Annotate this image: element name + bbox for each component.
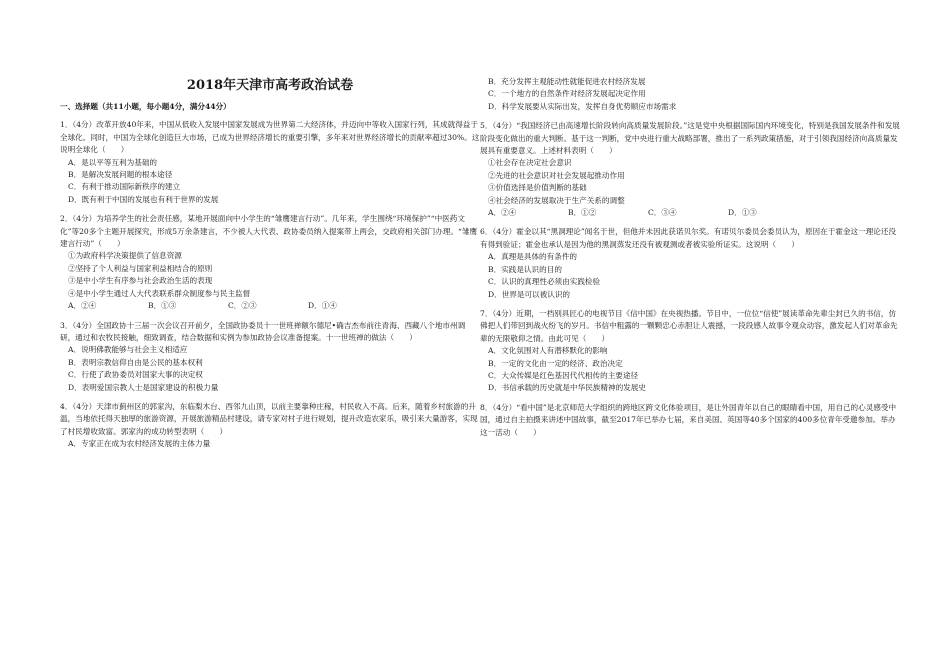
statement: ①为政府科学决策提供了信息资源 <box>68 251 182 261</box>
option: C．大众传媒是红色基因代代相传的主要途径 <box>488 370 639 380</box>
question-4-continued <box>480 76 900 113</box>
statement: ④社会经济的发展取决于生产关系的调整 <box>488 195 625 205</box>
question-1 <box>60 119 480 206</box>
question-5 <box>480 120 900 219</box>
question-stem: 2．（4分）为培养学生的社会责任感，某地开展面向中小学生的“雏鹰建言行动”。几年来，学生围绕“环境保护”“中医药文化”等20多个主题开展探究，形成5万余条建言，不少被人大代表、政协委员纳入提案带上两会，交政府相关部门办理。“雏鹰建言行动”（ ） <box>60 214 478 249</box>
question-stem: 8．（4分）“看中国”是北京师范大学组织的跨地区跨文化体验项目，是让外国青年以自己的眼睛看中国，用自己的心灵感受中国，通过自主拍摄来讲述中国故事，截至2017年已举办七届，来自美国、英国等40多个国家的400多位青年受邀参加。举办这一活动（ ） <box>480 402 897 437</box>
option: B．①③ <box>148 301 177 311</box>
question-stem: 3．（4分）全国政协十三届一次会议召开前夕，全国政协委员十一世班禅额尔德尼•确吉杰布前往青海、西藏八个地市州调研，通过和农牧民接触，细致调查，结合数据和实例为参加政协会议准备提案。十一世班禅的做法（ ） <box>60 320 466 342</box>
page-title: 2018年天津市高考政治试卷 <box>186 78 354 93</box>
question-stem: 7．（4分）近期，一档别具匠心的电视节目《信中国》在央视热播。节目中，一位位“信使”展读革命先辈尘封已久的书信，仿佛把人们带回到战火纷飞的岁月。书信中粗露的一颗颗忠心赤胆让人震撼，一段段感人故事令观众动容，激发起人们对革命先辈的无限敬仰之情。由此可见（ ） <box>480 308 898 343</box>
option: A．文化氛围对人有潜移默化的影响 <box>488 346 608 356</box>
option: C．一个地方的自然条件对经济发展起决定作用 <box>488 89 646 99</box>
option: C．行使了政协委员对国家大事的决定权 <box>68 370 203 380</box>
question-7 <box>480 308 900 395</box>
option: B．充分发挥主观能动性就能促进农村经济发展 <box>488 77 646 86</box>
option: D．①③ <box>728 208 757 218</box>
question-stem: 4．（4分）天津市蓟州区的郭家沟，东临梨木台、西邻九山顶，以前主要靠种庄稼，村民收入不高。后来，随着乡村旅游的升温，当地依托得天独厚的旅游资源，开展旅游精品村建设，请专家对村子进行规划，提升改造农家乐，吸引来大量游客，实现了村民增收致富。郭家沟的成功转型表明（ ） <box>60 401 478 436</box>
statement: ②坚持了个人利益与国家利益相结合的原则 <box>68 263 213 273</box>
option: C．③④ <box>648 208 677 218</box>
statement: ③价值选择是价值判断的基础 <box>488 183 587 193</box>
options-row <box>60 300 480 312</box>
option: A．②④ <box>68 301 97 311</box>
question-8 <box>480 402 900 439</box>
statement: ②先进的社会意识对社会发展起推动作用 <box>488 170 625 180</box>
question-3 <box>60 320 480 394</box>
question-stem: 1．（4分）改革开放40年来，中国从低收入发展中国家发展成为世界第二大经济体，并迈向中等收入国家行列，其成就得益于全球化。同时，中国为全球化创造巨大市场，已成为世界经济增长的重要引擎，多年来对世界经济增长的贡献率超过30%。这说明全球化（ ） <box>60 120 480 155</box>
option: A．真理是具体的有条件的 <box>488 252 578 262</box>
statement: ④是中小学生通过人大代表联系群众制度参与民主监督 <box>68 288 251 298</box>
option: B．一定的文化由一定的经济、政治决定 <box>488 358 623 368</box>
question-6 <box>480 226 900 300</box>
option: B．实践是认识的目的 <box>488 264 562 274</box>
question-2 <box>60 213 480 312</box>
option: D．书信承载的历史就是中华民族精神的发展史 <box>488 383 646 393</box>
option: A．②④ <box>488 208 517 218</box>
question-stem: 5．（4分）“我国经济已由高速增长阶段转向高质量发展阶段。”这是党中央根据国际国内环境变化，特别是我国发展条件和发展阶段变化做出的重大判断。基于这一判断，党中央进行重大战略部署，推出了一系列政策措施，对于引领我国经济向高质量发展具有重要意义。上述材料表明（ ） <box>480 121 900 156</box>
right-column <box>480 0 900 446</box>
option: D．世界是可以被认识的 <box>488 289 571 299</box>
option: A．专家正在成为农村经济发展的主体力量 <box>68 439 211 449</box>
section-heading: 一、选择题（共11小题，每小题4分，满分44分） <box>60 102 231 111</box>
statement: ①社会存在决定社会意识 <box>488 158 572 168</box>
statement: ③是中小学生有序参与社会政治生活的表现 <box>68 276 213 286</box>
option: D．表明爱国宗教人士是国家建设的积极力量 <box>68 382 219 392</box>
option: B．是解决发展问题的根本途径 <box>68 170 173 180</box>
option: B．表明宗教信仰自由是公民的基本权利 <box>68 357 203 367</box>
question-4 <box>60 401 480 451</box>
option: A．是以平等互利为基础的 <box>68 157 158 167</box>
option: D．科学发展要从实际出发，发挥自身优势顺应市场需求 <box>488 101 677 111</box>
question-stem: 6．（4分）霍金以其“黑洞理论”闻名于世，但他并未因此获诺贝尔奖。有诺贝尔委员会委员认为，原因在于霍金这一理论还没有得到验证；霍金也承认是因为他的黑洞蒸发还没有被观测或者被实验所证实。这说明（ ） <box>480 227 897 249</box>
option: B．①② <box>568 208 597 218</box>
option: C．②③ <box>228 301 257 311</box>
options-row <box>480 207 900 219</box>
option: D．既有利于中国的发展也有利于世界的发展 <box>68 194 219 204</box>
option: C．认识的真理性必须由实践检验 <box>488 277 601 287</box>
option: C．有利于推动国际新秩序的建立 <box>68 182 181 192</box>
option: D．①④ <box>308 301 337 311</box>
option: A．说明佛教能够与社会主义相适应 <box>68 345 188 355</box>
left-column <box>60 0 480 458</box>
